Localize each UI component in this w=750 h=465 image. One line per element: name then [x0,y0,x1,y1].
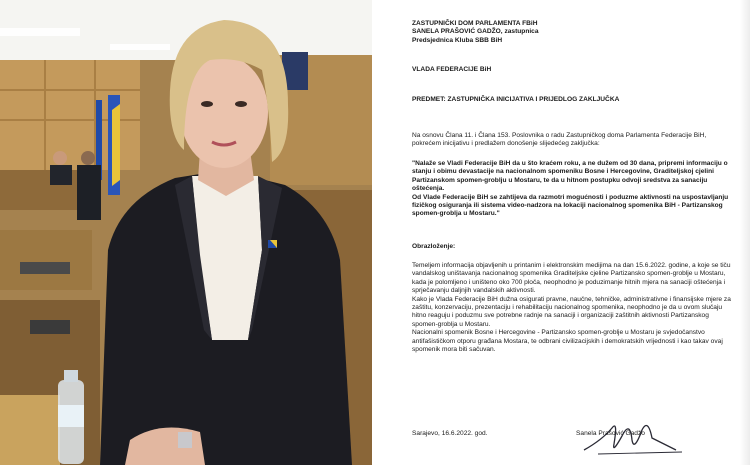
desk-monitor [30,320,70,334]
ceiling-light [0,28,80,36]
place-date: Sarajevo, 16.6.2022. god. [412,430,488,437]
desk [0,230,92,290]
background-person [81,151,95,165]
proposal-paragraph: Od Vlade Federacije BiH se zahtijeva da razmotri mogućnosti i poduzme aktivnosti na uspostavljanju fizičkog osiguranja ili sistema video-nadzora na lokaciji nacionalnog spomenika BiH - Partizanskog spomen-groblja u Mostaru." [412,193,729,218]
intro-paragraph [412,132,734,149]
recipient: VLADA FEDERACIJE BiH [412,66,492,73]
desk-monitor [20,262,70,274]
justification-title: Obrazloženje: [412,243,456,250]
portrait-photo [0,0,372,465]
document-page [372,0,750,465]
document-header [412,20,734,45]
header-parliament: ZASTUPNIČKI DOM PARLAMENTA FBiH [412,20,538,27]
proposal-block [412,160,734,219]
bracelet [178,432,192,448]
background-person [53,151,67,165]
ceiling-light [110,44,170,50]
photo-scene [0,0,372,465]
justification-paragraph: Temeljem informacija objavljenih u printanim i elektronskim medijima na dan 15.6.2022. godine, a koje se tiču vandalskog uništavanja nacionalnog spomenika Graditeljske cjeline Partizansko spomen-groblje u Mostaru, kada je polomljeno i uništeno oko 700 ploča, neophodno je poduzimanje hitnih mjera na sanaciji oštećenja i sprječavanju daljnjih vandalskih aktivnosti. [412,262,731,295]
justification-block [412,262,734,354]
justification-paragraph: Kako je Vlada Federacije BiH dužna osigurati pravne, naučne, tehničke, administrativne i finansijske mjere za zaštitu, konzervaciju, prezentaciju i rehabilitaciju nacionalnog spomenika, neophodno je da u ovom slučaju hitno reaguju i poduzmu sve potrebne radnje na sanaciji i organizaciji zaštitnih aktivnosti Partizanskog spomen-groblja u Mostaru. [412,295,731,328]
signatory-name: Sanela Prašović Gadžo [576,430,645,437]
header-representative: SANELA PRAŠOVIĆ GADŽO, zastupnica [412,28,539,36]
proposal-paragraph: "Nalaže se Vladi Federacije BiH da u što kraćem roku, a ne dužem od 30 dana, pripremi informaciju o stanju i obimu devastacije na nacionalnom spomeniku Bosne i Hercegovine, Graditeljskoj cjelini Partizanskom spomen-groblju u Mostaru, te da u hitnom postupku odvoji sredstva za sanaciju oštećenja. [412,160,728,193]
header-club: Predsjednica Kluba SBB BiH [412,36,503,44]
subject-line: PREDMET: ZASTUPNIČKA INICIJATIVA I PRIJEDLOG ZAKLJUČKA [412,96,620,103]
page-edge-shadow [740,0,750,465]
desk-front [0,395,60,465]
intro-text: Na osnovu Člana 11. i Člana 153. Poslovnika o radu Zastupničkog doma Parlamenta Federacije BiH, pokrećem inicijativu i predlažem donošenje slijedećeg zaključka: [412,132,707,148]
justification-paragraph: Nacionalni spomenik Bosne i Hercegovine - Partizansko spomen-groblje u Mostaru je svjedočanstvo antifašističkom otporu građana Mostara, te odbrani civilizacijskih i demokratskih vrijednosti i kao takav ovaj spomenik mora biti sačuvan. [412,329,723,354]
